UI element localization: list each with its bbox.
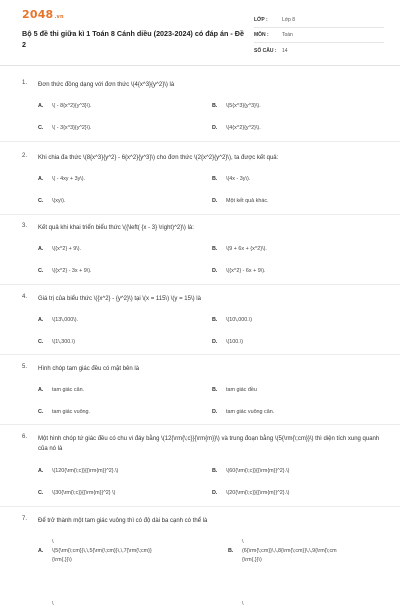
option-text: \ — [242, 601, 244, 607]
option-text-line: {\rm{.}}\) — [242, 557, 262, 563]
option-key: B. — [212, 387, 218, 393]
option-b[interactable] — [212, 386, 257, 395]
option-text-line: \(5{\rm{\;cm}}\,\,5{\rm{\;cm}}\,\,7{\rm{\;cm}} — [52, 548, 152, 554]
option-key: C. — [38, 268, 44, 274]
option-key: D. — [212, 339, 218, 345]
option-key: B. — [212, 103, 218, 109]
option-text: \(13\,000\). — [52, 317, 79, 323]
info-row-class — [254, 13, 384, 28]
question-header — [22, 516, 388, 526]
option-key: B. — [228, 548, 234, 554]
divider — [0, 141, 400, 142]
option-key: C. — [38, 339, 44, 345]
divider — [0, 214, 400, 215]
exam-info-panel — [254, 13, 384, 58]
option-key: D. — [212, 125, 218, 131]
question-number: 1. — [22, 80, 28, 86]
option-b[interactable] — [212, 316, 252, 325]
option-text-line: \ — [242, 539, 244, 545]
option-text: \(xy\). — [52, 198, 66, 204]
option-key: C. — [38, 198, 44, 204]
info-row-question-count — [254, 43, 384, 58]
option-text: \(120{\rm{\;c}}{{\rm{m}}^2}.\) — [52, 468, 119, 474]
option-key: A. — [38, 468, 44, 474]
divider — [0, 284, 400, 285]
option-b[interactable] — [228, 538, 398, 565]
option-text-line: {\rm{.}}\) — [52, 557, 72, 563]
option-b[interactable] — [212, 175, 250, 184]
info-value: 14 — [282, 47, 288, 54]
question-text: Giá trị của biểu thức \({x^2} - {y^2}\) tại \(x = 115\) \(y = 15\) là — [38, 296, 201, 302]
option-key: A. — [38, 176, 44, 182]
question-header — [22, 364, 388, 374]
info-label: SỐ CÂU : — [254, 47, 277, 54]
option-d[interactable] — [212, 124, 261, 133]
exam-title: Bộ 5 đề thi giữa kì 1 Toán 8 Cánh diều (2023-2024) có đáp án - Đề 2 — [22, 29, 244, 49]
option-a[interactable] — [38, 386, 84, 395]
option-d[interactable] — [212, 338, 243, 347]
option-d-partial — [242, 600, 244, 609]
option-c[interactable] — [38, 408, 90, 417]
option-key: D. — [212, 490, 218, 496]
option-text: tam giác cân. — [52, 387, 85, 393]
option-d[interactable] — [212, 267, 266, 276]
option-text: \(30{\rm{\;c}}{{\rm{m}}^2} \) — [52, 490, 116, 496]
option-d[interactable] — [212, 408, 274, 417]
option-text — [52, 538, 152, 565]
option-key: A. — [38, 317, 44, 323]
exam-header — [0, 0, 400, 66]
option-d[interactable] — [212, 489, 289, 498]
option-a[interactable] — [38, 316, 78, 325]
question-header — [22, 80, 388, 90]
option-c[interactable] — [38, 197, 65, 206]
question-header — [22, 223, 388, 233]
option-b[interactable] — [212, 102, 261, 111]
option-text: \(9 + 6x + {x^2}\). — [226, 246, 267, 252]
option-text: \({x^2} + 9\). — [52, 246, 82, 252]
divider — [0, 354, 400, 355]
option-text: \(4{x^2}{y^2}\). — [226, 125, 261, 131]
option-text: \(4x - 3y\). — [226, 176, 251, 182]
logo-tld: .vn — [54, 14, 64, 20]
option-text: \({x^2} - 3x + 9\). — [52, 268, 92, 274]
info-label: MÔN : — [254, 32, 269, 38]
question-number: 6. — [22, 434, 28, 440]
option-key: D. — [212, 409, 218, 415]
question-text: Hình chóp tam giác đều có mặt bên là — [38, 366, 140, 372]
option-a[interactable] — [38, 467, 118, 476]
option-key: B. — [212, 176, 218, 182]
divider — [0, 506, 400, 507]
question-number: 4. — [22, 294, 28, 300]
option-text: \(60{\rm{\;c}}{{\rm{m}}^2}.\) — [226, 468, 290, 474]
question-number: 3. — [22, 223, 28, 229]
option-key: D. — [212, 198, 218, 204]
option-b[interactable] — [212, 245, 267, 254]
option-text-line: \ — [52, 539, 54, 545]
option-text: \( - 3{x^3}{y^2}\). — [52, 125, 92, 131]
option-text: tam giác đều — [226, 387, 257, 393]
question-text: Khi chia đa thức \(8{x^3}{y^2} - 6{x^2}{y^3}\) cho đơn thức \(2{x^2}{y^2}\), ta được kết quả: — [38, 155, 279, 161]
option-key: A. — [38, 387, 44, 393]
option-text: \(1\,300.\) — [52, 339, 76, 345]
option-text: Một kết quả khác. — [226, 198, 269, 204]
option-text: tam giác vuông. — [52, 409, 91, 415]
info-row-subject — [254, 28, 384, 43]
option-key: B. — [212, 317, 218, 323]
option-text: \(100.\) — [226, 339, 244, 345]
option-text: \( - 4xy + 3y\). — [52, 176, 86, 182]
question-text: Đơn thức đồng dạng với đơn thức \(4{x^3}{y^2}\) là — [38, 82, 175, 88]
option-key: C. — [38, 490, 44, 496]
info-value: Lớp 8 — [282, 17, 296, 23]
option-text: \( - 8{x^2}{y^3}\). — [52, 103, 92, 109]
option-key: B. — [212, 468, 218, 474]
option-key: B. — [212, 246, 218, 252]
option-a[interactable] — [38, 538, 208, 565]
option-text: \({x^2} - 6x + 9\). — [226, 268, 266, 274]
option-key: A. — [38, 103, 44, 109]
option-text: \(20{\rm{\;c}}{{\rm{m}}^2}.\) — [226, 490, 290, 496]
option-key: C. — [38, 409, 44, 415]
question-text: Kết quả khi khai triển biểu thức \({\left( {x - 3} \right)^2}\) là: — [38, 225, 194, 231]
question-number: 7. — [22, 516, 28, 522]
option-text: \ — [52, 601, 54, 607]
option-c[interactable] — [38, 489, 115, 498]
question-header — [22, 153, 388, 163]
logo-text: 2048 — [22, 8, 54, 21]
divider — [0, 424, 400, 425]
option-text — [242, 538, 337, 565]
option-text: \(10\,000.\) — [226, 317, 253, 323]
option-c[interactable] — [38, 338, 75, 347]
option-a[interactable] — [38, 175, 85, 184]
site-logo[interactable] — [22, 8, 64, 21]
option-key: C. — [38, 125, 44, 131]
option-text: \(5{x^3}{y^3}\). — [226, 103, 261, 109]
option-key: D. — [212, 268, 218, 274]
option-key: A. — [38, 548, 44, 554]
option-c[interactable] — [38, 124, 92, 133]
question-header — [22, 434, 388, 454]
option-c-partial — [52, 600, 54, 609]
question-number: 5. — [22, 364, 28, 370]
option-a[interactable] — [38, 245, 81, 254]
option-b[interactable] — [212, 467, 289, 476]
question-number: 2. — [22, 153, 28, 159]
option-key: A. — [38, 246, 44, 252]
info-value: Toán — [282, 32, 293, 38]
question-text: Để trở thành một tam giác vuông thì có độ dài ba cạnh có thể là — [38, 518, 208, 524]
info-label: LỚP : — [254, 17, 268, 23]
option-c[interactable] — [38, 267, 92, 276]
question-text: Một hình chóp tứ giác đều có chu vi đáy bằng \(12{\rm{\;c}}{\rm{m}}\) và trung đoạn bằng \(5{\rm{\;cm}}\) thì diện tích xung quanh của nó là — [38, 436, 380, 452]
option-text-line: (6{\rm{\;cm}}\,\,8{\rm{\;cm}}\,\,9{\rm{\;cm — [242, 548, 337, 554]
option-d[interactable] — [212, 197, 269, 206]
question-header — [22, 294, 388, 304]
option-text: tam giác vuông cân. — [226, 409, 275, 415]
option-a[interactable] — [38, 102, 92, 111]
